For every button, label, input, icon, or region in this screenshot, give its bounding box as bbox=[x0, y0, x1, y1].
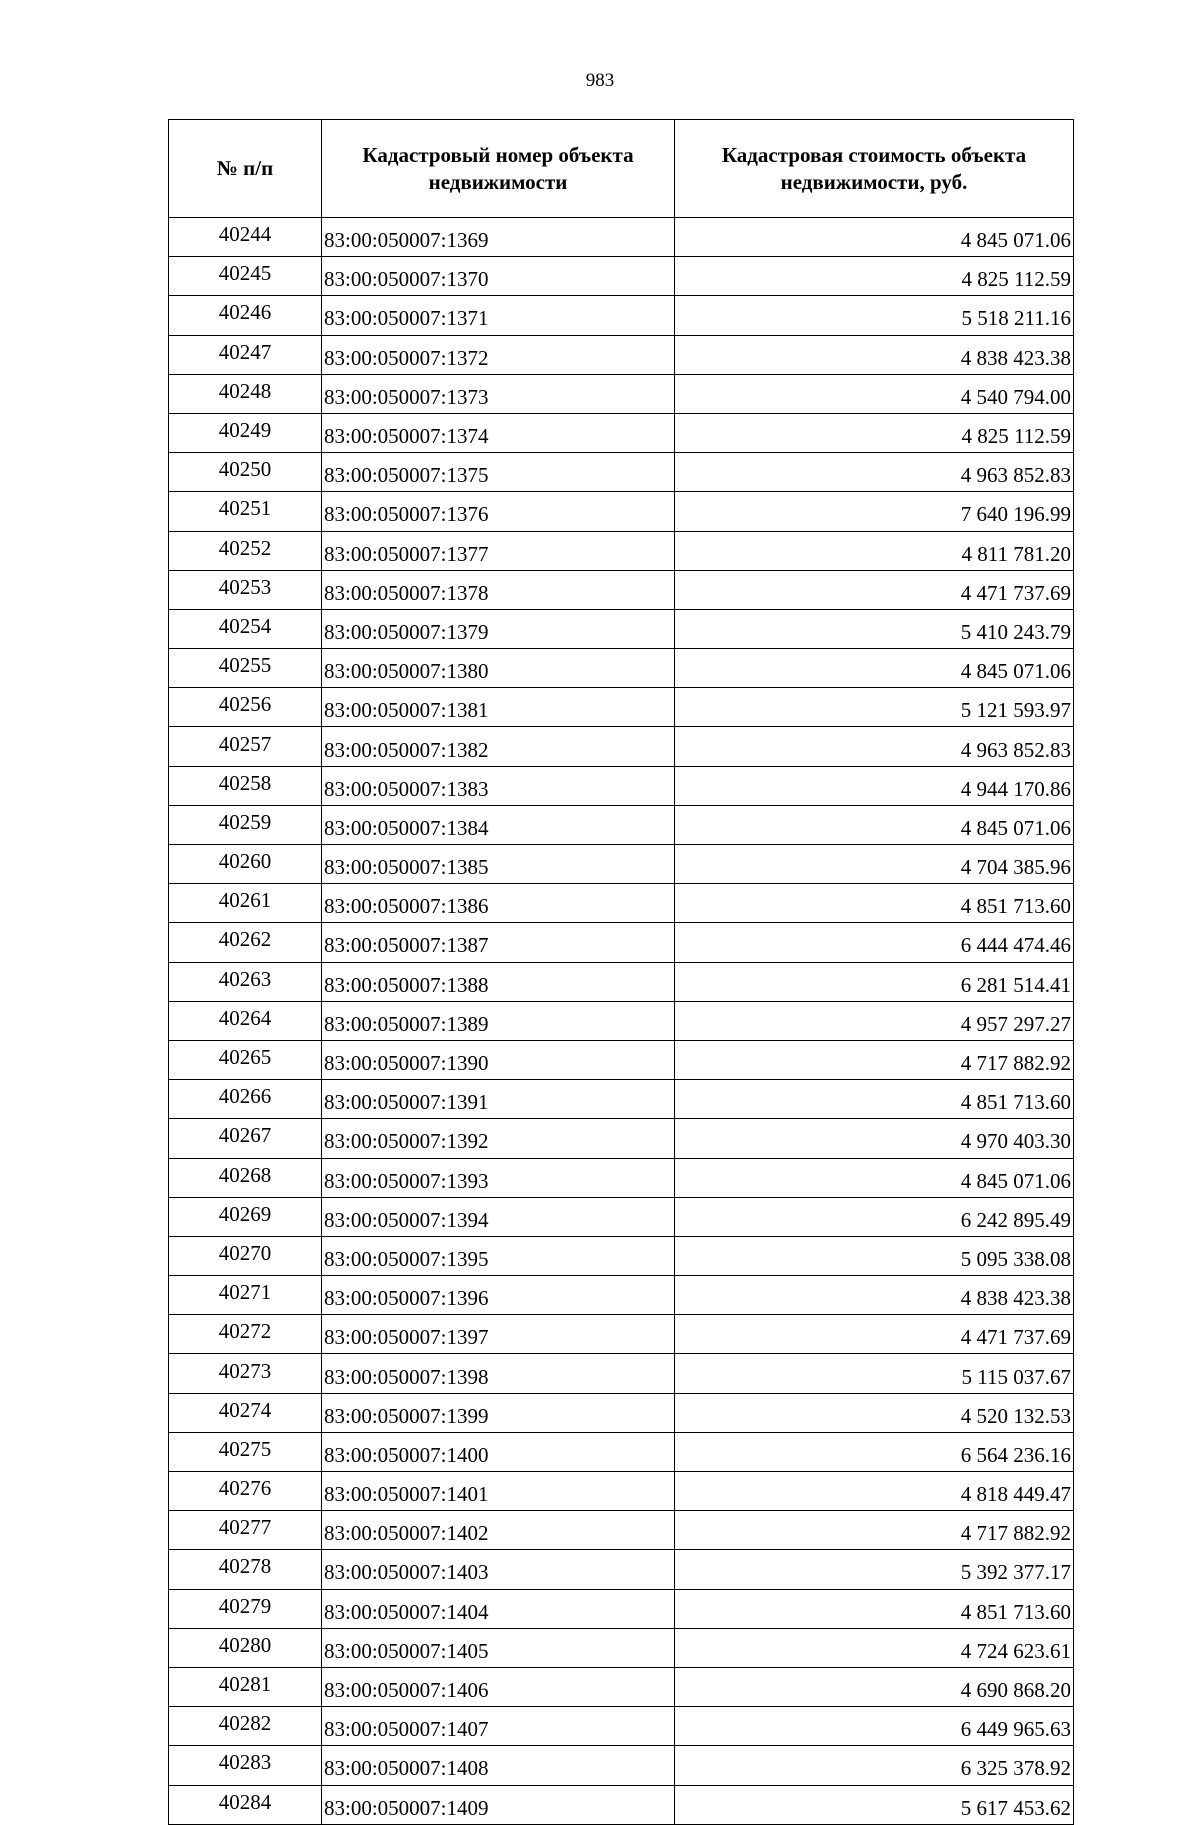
cadastral-number-cell: 83:00:050007:1397 bbox=[322, 1315, 675, 1354]
row-number-cell: 40277 bbox=[169, 1511, 322, 1550]
cadastral-number-cell: 83:00:050007:1393 bbox=[322, 1158, 675, 1197]
header-row-number: № п/п bbox=[169, 120, 322, 218]
cadastral-number-cell: 83:00:050007:1375 bbox=[322, 453, 675, 492]
cadastral-number-cell: 83:00:050007:1400 bbox=[322, 1432, 675, 1471]
table-row bbox=[169, 1589, 1074, 1628]
table-row bbox=[169, 609, 1074, 648]
cadastral-value-cell: 4 825 112.59 bbox=[675, 257, 1074, 296]
table-body bbox=[169, 218, 1074, 1825]
table-row bbox=[169, 1040, 1074, 1079]
cadastral-value-cell: 4 471 737.69 bbox=[675, 1315, 1074, 1354]
table-row bbox=[169, 727, 1074, 766]
table-row bbox=[169, 335, 1074, 374]
cadastral-number-cell: 83:00:050007:1409 bbox=[322, 1785, 675, 1824]
cadastral-value-cell: 5 518 211.16 bbox=[675, 296, 1074, 335]
cadastral-value-cell: 5 617 453.62 bbox=[675, 1785, 1074, 1824]
header-cadastral-value: Кадастровая стоимость объекта недвижимости, руб. bbox=[675, 120, 1074, 218]
row-number-cell: 40249 bbox=[169, 413, 322, 452]
cadastral-value-table bbox=[168, 119, 1074, 1825]
cadastral-value-cell: 4 540 794.00 bbox=[675, 374, 1074, 413]
row-number-cell: 40273 bbox=[169, 1354, 322, 1393]
row-number-cell: 40268 bbox=[169, 1158, 322, 1197]
cadastral-number-cell: 83:00:050007:1382 bbox=[322, 727, 675, 766]
cadastral-number-cell: 83:00:050007:1394 bbox=[322, 1197, 675, 1236]
cadastral-value-cell: 6 564 236.16 bbox=[675, 1432, 1074, 1471]
cadastral-number-cell: 83:00:050007:1387 bbox=[322, 923, 675, 962]
table-row bbox=[169, 492, 1074, 531]
table-row bbox=[169, 257, 1074, 296]
row-number-cell: 40257 bbox=[169, 727, 322, 766]
cadastral-value-cell: 5 115 037.67 bbox=[675, 1354, 1074, 1393]
table-row bbox=[169, 1550, 1074, 1589]
cadastral-number-cell: 83:00:050007:1378 bbox=[322, 570, 675, 609]
cadastral-number-cell: 83:00:050007:1385 bbox=[322, 845, 675, 884]
cadastral-value-cell: 4 717 882.92 bbox=[675, 1511, 1074, 1550]
cadastral-number-cell: 83:00:050007:1391 bbox=[322, 1080, 675, 1119]
cadastral-value-cell: 6 242 895.49 bbox=[675, 1197, 1074, 1236]
cadastral-value-cell: 4 471 737.69 bbox=[675, 570, 1074, 609]
table-row bbox=[169, 1432, 1074, 1471]
row-number-cell: 40280 bbox=[169, 1628, 322, 1667]
cadastral-number-cell: 83:00:050007:1390 bbox=[322, 1040, 675, 1079]
table-row bbox=[169, 884, 1074, 923]
table-row bbox=[169, 688, 1074, 727]
cadastral-value-cell: 5 121 593.97 bbox=[675, 688, 1074, 727]
row-number-cell: 40258 bbox=[169, 766, 322, 805]
table-row bbox=[169, 1197, 1074, 1236]
row-number-cell: 40263 bbox=[169, 962, 322, 1001]
cadastral-number-cell: 83:00:050007:1395 bbox=[322, 1236, 675, 1275]
row-number-cell: 40253 bbox=[169, 570, 322, 609]
table-row bbox=[169, 766, 1074, 805]
table-row bbox=[169, 1315, 1074, 1354]
row-number-cell: 40265 bbox=[169, 1040, 322, 1079]
row-number-cell: 40278 bbox=[169, 1550, 322, 1589]
row-number-cell: 40284 bbox=[169, 1785, 322, 1824]
cadastral-value-cell: 4 851 713.60 bbox=[675, 884, 1074, 923]
cadastral-number-cell: 83:00:050007:1396 bbox=[322, 1276, 675, 1315]
table-row bbox=[169, 1628, 1074, 1667]
table-row bbox=[169, 1785, 1074, 1824]
cadastral-value-cell: 4 724 623.61 bbox=[675, 1628, 1074, 1667]
cadastral-value-cell: 4 845 071.06 bbox=[675, 649, 1074, 688]
cadastral-value-cell: 4 690 868.20 bbox=[675, 1667, 1074, 1706]
row-number-cell: 40254 bbox=[169, 609, 322, 648]
table-row bbox=[169, 923, 1074, 962]
row-number-cell: 40261 bbox=[169, 884, 322, 923]
cadastral-value-cell: 4 845 071.06 bbox=[675, 218, 1074, 257]
row-number-cell: 40270 bbox=[169, 1236, 322, 1275]
row-number-cell: 40250 bbox=[169, 453, 322, 492]
cadastral-number-cell: 83:00:050007:1370 bbox=[322, 257, 675, 296]
table-row bbox=[169, 1746, 1074, 1785]
table-row bbox=[169, 218, 1074, 257]
cadastral-value-cell: 4 838 423.38 bbox=[675, 1276, 1074, 1315]
row-number-cell: 40256 bbox=[169, 688, 322, 727]
cadastral-value-cell: 4 845 071.06 bbox=[675, 1158, 1074, 1197]
cadastral-value-cell: 4 717 882.92 bbox=[675, 1040, 1074, 1079]
cadastral-number-cell: 83:00:050007:1401 bbox=[322, 1472, 675, 1511]
cadastral-value-cell: 4 963 852.83 bbox=[675, 453, 1074, 492]
table-row bbox=[169, 1472, 1074, 1511]
table-row bbox=[169, 413, 1074, 452]
cadastral-number-cell: 83:00:050007:1388 bbox=[322, 962, 675, 1001]
table-row bbox=[169, 1667, 1074, 1706]
cadastral-number-cell: 83:00:050007:1384 bbox=[322, 805, 675, 844]
row-number-cell: 40251 bbox=[169, 492, 322, 531]
cadastral-value-cell: 4 811 781.20 bbox=[675, 531, 1074, 570]
header-cadastral-number: Кадастровый номер объекта недвижимости bbox=[322, 120, 675, 218]
row-number-cell: 40274 bbox=[169, 1393, 322, 1432]
cadastral-value-cell: 5 095 338.08 bbox=[675, 1236, 1074, 1275]
cadastral-number-cell: 83:00:050007:1405 bbox=[322, 1628, 675, 1667]
cadastral-value-cell: 4 704 385.96 bbox=[675, 845, 1074, 884]
row-number-cell: 40269 bbox=[169, 1197, 322, 1236]
cadastral-number-cell: 83:00:050007:1379 bbox=[322, 609, 675, 648]
row-number-cell: 40262 bbox=[169, 923, 322, 962]
row-number-cell: 40283 bbox=[169, 1746, 322, 1785]
row-number-cell: 40247 bbox=[169, 335, 322, 374]
table-row bbox=[169, 1119, 1074, 1158]
table-row bbox=[169, 1707, 1074, 1746]
cadastral-number-cell: 83:00:050007:1398 bbox=[322, 1354, 675, 1393]
cadastral-value-cell: 4 818 449.47 bbox=[675, 1472, 1074, 1511]
cadastral-number-cell: 83:00:050007:1371 bbox=[322, 296, 675, 335]
cadastral-number-cell: 83:00:050007:1403 bbox=[322, 1550, 675, 1589]
row-number-cell: 40275 bbox=[169, 1432, 322, 1471]
cadastral-value-cell: 4 970 403.30 bbox=[675, 1119, 1074, 1158]
cadastral-value-cell: 6 325 378.92 bbox=[675, 1746, 1074, 1785]
cadastral-value-cell: 4 957 297.27 bbox=[675, 1001, 1074, 1040]
row-number-cell: 40246 bbox=[169, 296, 322, 335]
cadastral-table-wrapper bbox=[168, 119, 1074, 1825]
cadastral-value-cell: 4 825 112.59 bbox=[675, 413, 1074, 452]
table-row bbox=[169, 1158, 1074, 1197]
row-number-cell: 40244 bbox=[169, 218, 322, 257]
table-row bbox=[169, 570, 1074, 609]
table-row bbox=[169, 1276, 1074, 1315]
cadastral-value-cell: 6 444 474.46 bbox=[675, 923, 1074, 962]
cadastral-number-cell: 83:00:050007:1374 bbox=[322, 413, 675, 452]
cadastral-value-cell: 6 449 965.63 bbox=[675, 1707, 1074, 1746]
cadastral-value-cell: 4 851 713.60 bbox=[675, 1589, 1074, 1628]
row-number-cell: 40279 bbox=[169, 1589, 322, 1628]
table-row bbox=[169, 453, 1074, 492]
cadastral-number-cell: 83:00:050007:1376 bbox=[322, 492, 675, 531]
table-row bbox=[169, 296, 1074, 335]
cadastral-number-cell: 83:00:050007:1389 bbox=[322, 1001, 675, 1040]
row-number-cell: 40267 bbox=[169, 1119, 322, 1158]
cadastral-number-cell: 83:00:050007:1392 bbox=[322, 1119, 675, 1158]
row-number-cell: 40281 bbox=[169, 1667, 322, 1706]
cadastral-number-cell: 83:00:050007:1383 bbox=[322, 766, 675, 805]
row-number-cell: 40260 bbox=[169, 845, 322, 884]
cadastral-value-cell: 7 640 196.99 bbox=[675, 492, 1074, 531]
table-row bbox=[169, 1511, 1074, 1550]
row-number-cell: 40252 bbox=[169, 531, 322, 570]
table-row bbox=[169, 531, 1074, 570]
row-number-cell: 40276 bbox=[169, 1472, 322, 1511]
table-row bbox=[169, 845, 1074, 884]
cadastral-number-cell: 83:00:050007:1399 bbox=[322, 1393, 675, 1432]
table-header-row bbox=[169, 120, 1074, 218]
table-row bbox=[169, 1236, 1074, 1275]
cadastral-number-cell: 83:00:050007:1380 bbox=[322, 649, 675, 688]
row-number-cell: 40248 bbox=[169, 374, 322, 413]
table-row bbox=[169, 1001, 1074, 1040]
cadastral-number-cell: 83:00:050007:1372 bbox=[322, 335, 675, 374]
row-number-cell: 40266 bbox=[169, 1080, 322, 1119]
row-number-cell: 40245 bbox=[169, 257, 322, 296]
cadastral-value-cell: 4 520 132.53 bbox=[675, 1393, 1074, 1432]
row-number-cell: 40272 bbox=[169, 1315, 322, 1354]
cadastral-number-cell: 83:00:050007:1373 bbox=[322, 374, 675, 413]
table-row bbox=[169, 374, 1074, 413]
cadastral-value-cell: 6 281 514.41 bbox=[675, 962, 1074, 1001]
cadastral-number-cell: 83:00:050007:1377 bbox=[322, 531, 675, 570]
cadastral-value-cell: 4 838 423.38 bbox=[675, 335, 1074, 374]
cadastral-value-cell: 4 851 713.60 bbox=[675, 1080, 1074, 1119]
table-row bbox=[169, 1393, 1074, 1432]
cadastral-number-cell: 83:00:050007:1406 bbox=[322, 1667, 675, 1706]
table-row bbox=[169, 1080, 1074, 1119]
cadastral-value-cell: 4 963 852.83 bbox=[675, 727, 1074, 766]
row-number-cell: 40255 bbox=[169, 649, 322, 688]
cadastral-number-cell: 83:00:050007:1386 bbox=[322, 884, 675, 923]
cadastral-value-cell: 5 392 377.17 bbox=[675, 1550, 1074, 1589]
row-number-cell: 40259 bbox=[169, 805, 322, 844]
row-number-cell: 40282 bbox=[169, 1707, 322, 1746]
cadastral-number-cell: 83:00:050007:1408 bbox=[322, 1746, 675, 1785]
row-number-cell: 40264 bbox=[169, 1001, 322, 1040]
cadastral-number-cell: 83:00:050007:1404 bbox=[322, 1589, 675, 1628]
cadastral-value-cell: 5 410 243.79 bbox=[675, 609, 1074, 648]
table-row bbox=[169, 1354, 1074, 1393]
cadastral-number-cell: 83:00:050007:1407 bbox=[322, 1707, 675, 1746]
cadastral-number-cell: 83:00:050007:1402 bbox=[322, 1511, 675, 1550]
row-number-cell: 40271 bbox=[169, 1276, 322, 1315]
table-row bbox=[169, 805, 1074, 844]
cadastral-value-cell: 4 944 170.86 bbox=[675, 766, 1074, 805]
cadastral-number-cell: 83:00:050007:1381 bbox=[322, 688, 675, 727]
table-row bbox=[169, 649, 1074, 688]
cadastral-number-cell: 83:00:050007:1369 bbox=[322, 218, 675, 257]
cadastral-value-cell: 4 845 071.06 bbox=[675, 805, 1074, 844]
table-row bbox=[169, 962, 1074, 1001]
page-number: 983 bbox=[585, 70, 615, 91]
